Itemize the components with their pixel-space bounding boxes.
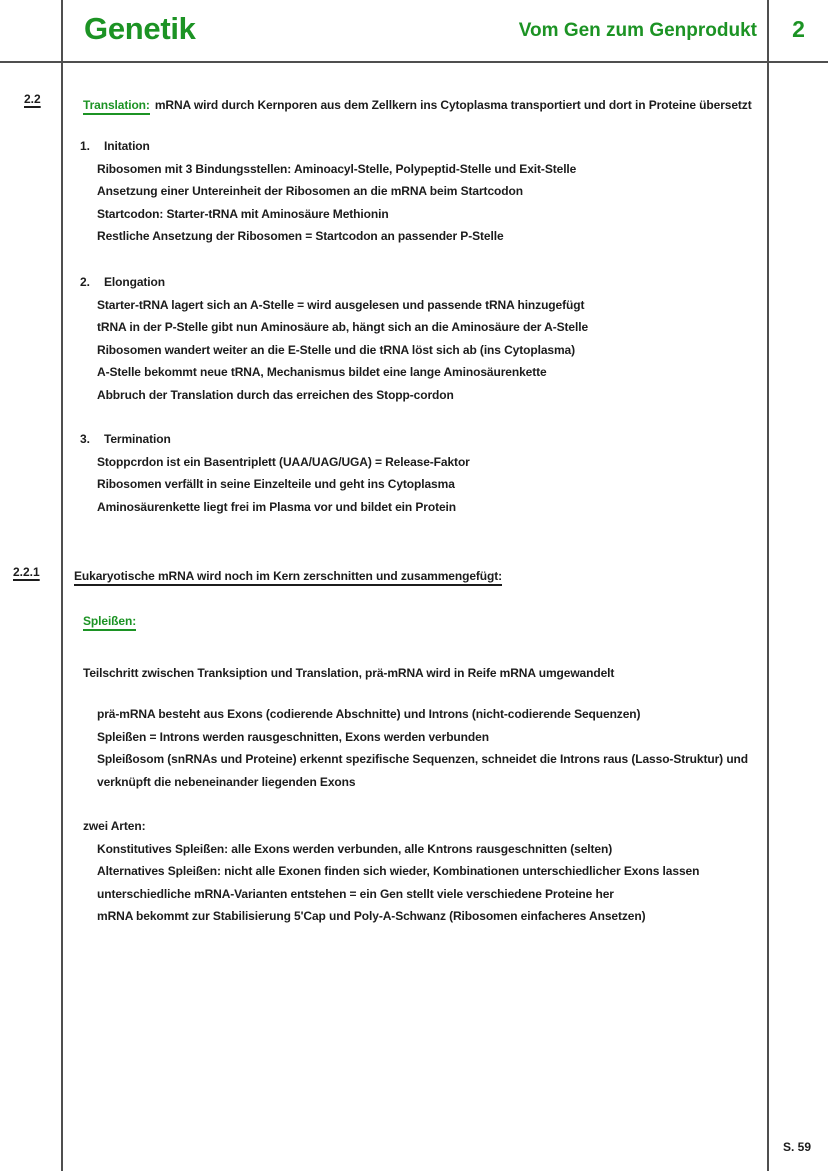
list-item-text: Stoppcrdon ist ein Basentriplett (UAA/UAG/UGA) = Release-Faktor [97,454,470,469]
list-item [80,158,764,181]
list-item-text: Ribosomen verfällt in seine Einzelteile und geht ins Cytoplasma [97,477,455,492]
initiation-list [80,135,764,248]
list-item-text: Ribosomen wandert weiter an die E-Stelle und die tRNA löst sich ab (ins Cytoplasma) [97,342,576,357]
list-item [80,225,764,248]
chapter-title: Vom Gen zum Genprodukt [518,20,757,41]
list-item-text: Restliche Ansetzung der Ribosomen = Startcodon an passender P-Stelle [97,229,504,244]
list-item-text: Spleißosom (snRNAs und Proteine) erkennt spezifische Sequenzen, schneidet die Introns raus (Lasso-Struktur) und verknüpft die nebeneinander liegenden Exons [97,752,749,789]
variants-label-row [80,815,764,838]
list-item [80,703,764,726]
list-number: 2. [80,275,90,289]
list-item-text: Abbruch der Translation durch das erreichen des Stopp-cordon [97,387,454,402]
list-item [80,451,764,474]
list-item [80,473,764,496]
list-item [80,496,764,519]
margin-column-rule [61,0,63,1171]
list-item [80,316,764,339]
list-item-text: Starter-tRNA lagert sich an A-Stelle = wird ausgelesen und passende tRNA hinzugefügt [97,297,585,312]
list-item-text: A-Stelle bekommt neue tRNA, Mechanismus bildet eine lange Aminosäurenkette [97,365,547,380]
list-group-title [80,428,764,451]
list-item-text: Aminosäurenkette liegt frei im Plasma vor und bildet ein Protein [97,499,457,514]
list-group-title [80,271,764,294]
section-2-2-1-heading-text: Eukaryotische mRNA wird noch im Kern zerschnitten und zusammengefügt: [74,569,502,586]
section-2-2-heading-text: mRNA wird durch Kernporen aus dem Zellkern ins Cytoplasma transportiert und dort in Proteine übersetzt [154,98,752,112]
spleissen-subheading [83,610,141,633]
spleissen-variants [80,815,764,928]
document-title: Genetik [84,11,196,46]
list-item [80,838,764,861]
list-item [80,294,764,317]
list-number: 3. [80,432,90,446]
section-2-2-1-heading [74,565,502,588]
list-item-text: Spleißen = Introns werden rausgeschnitten, Exons werden verbunden [97,729,489,744]
list-item [80,860,764,905]
group-title-text: Elongation [104,275,165,289]
variants-label: zwei Arten: [83,819,146,833]
page-number-column-rule [767,0,769,1171]
section-2-2-heading [83,94,773,117]
list-group-title [80,135,764,158]
spleissen-intro: Teilschritt zwischen Tranksiption und Translation, prä-mRNA wird in Reife mRNA umgewandelt [83,666,615,680]
list-item [80,180,764,203]
header-divider-rule [0,61,828,63]
list-item [80,384,764,407]
list-item-text: prä-mRNA besteht aus Exons (codierende Abschnitte) und Introns (nicht-codierende Sequenzen) [97,707,641,721]
list-item [80,203,764,226]
section-number-2-2: 2.2 [24,92,41,106]
list-item [80,339,764,362]
list-number: 1. [80,139,90,153]
list-item-text: Ansetzung einer Untereinheit der Ribosomen an die mRNA beim Startcodon [97,184,523,199]
group-title-text: Termination [104,432,171,446]
list-item [80,361,764,384]
list-item-text: Konstitutives Spleißen: alle Exons werden verbunden, alle Kntrons rausgeschnitten (selten) [97,841,613,856]
list-item [80,748,764,793]
keyword-translation: Translation: [83,98,150,115]
group-title-text: Initation [104,139,150,153]
termination-list [80,428,764,518]
page-number: 2 [792,16,805,42]
list-item-text: Ribosomen mit 3 Bindungsstellen: Aminoacyl-Stelle, Polypeptid-Stelle und Exit-Stelle [97,161,577,176]
section-number-2-2-1: 2.2.1 [13,565,40,579]
spleissen-list [80,703,764,793]
list-item [80,905,764,928]
page-reference: S. 59 [783,1140,812,1154]
elongation-list [80,271,764,407]
list-item-text: Alternatives Spleißen: nicht alle Exonen finden sich wieder, Kombinationen unterschiedlicher Exons lassen unterschiedliche mRNA-Varianten entstehen = ein Gen stellt viele verschiedene Proteine her [97,864,700,901]
list-item-text: tRNA in der P-Stelle gibt nun Aminosäure ab, hängt sich an die Aminosäure der A-Stelle [97,320,589,335]
keyword-spleissen: Spleißen: [83,614,136,631]
list-item [80,726,764,749]
list-item-text: mRNA bekommt zur Stabilisierung 5'Cap und Poly-A-Schwanz (Ribosomen einfacheres Ansetzen) [97,909,646,924]
list-item-text: Startcodon: Starter-tRNA mit Aminosäure Methionin [97,206,389,221]
